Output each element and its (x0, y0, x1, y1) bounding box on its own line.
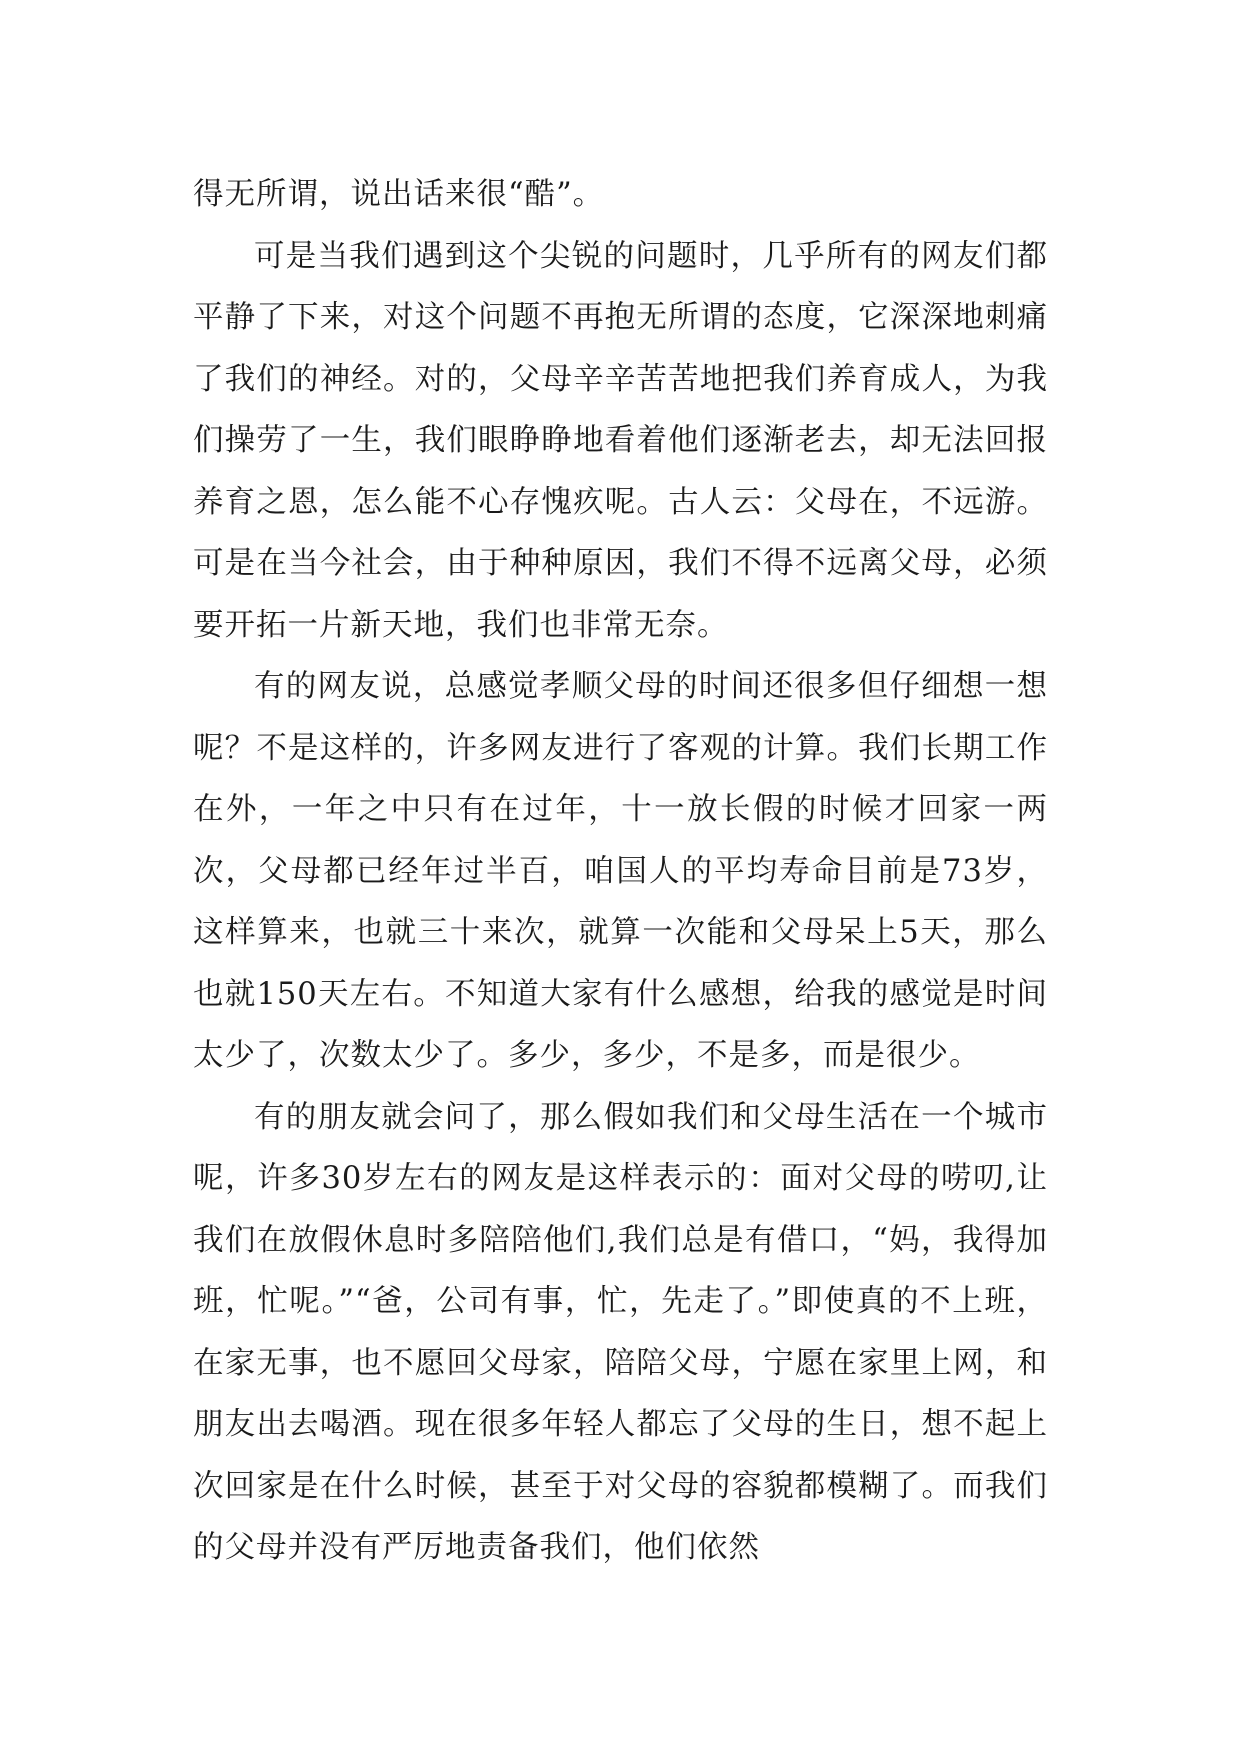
paragraph-3: 有的网友说，总感觉孝顺父母的时间还很多但仔细想一想呢？不是这样的，许多网友进行了客观的计算。我们长期工作在外，一年之中只有在过年，十一放长假的时候才回家一两次，父母都已经年过半百，咱国人的平均寿命目前是73岁，这样算来，也就三十来次，就算一次能和父母呆上5天，那么也就150天左右。不知道大家有什么感想，给我的感觉是时间太少了，次数太少了。多少，多少，不是多，而是很少。 (193, 669, 1048, 1073)
paragraph-4: 有的朋友就会问了，那么假如我们和父母生活在一个城市呢，许多30岁左右的网友是这样表示的：面对父母的唠叨,让我们在放假休息时多陪陪他们,我们总是有借口，“妈，我得加班，忙呢。”“爸，公司有事，忙，先走了。”即使真的不上班，在家无事，也不愿回父母家，陪陪父母，宁愿在家里上网，和朋友出去喝酒。现在很多年轻人都忘了父母的生日，想不起上次回家是在什么时候，甚至于对父母的容貌都模糊了。而我们的父母并没有严厉地责备我们，他们依然 (193, 1099, 1048, 1565)
body-text (193, 164, 1048, 1579)
paragraph-1: 得无所谓，说出话来很“酷”。 (193, 177, 605, 212)
paragraph-2: 可是当我们遇到这个尖锐的问题时，几乎所有的网友们都平静了下来，对这个问题不再抱无所谓的态度，它深深地刺痛了我们的神经。对的，父母辛辛苦苦地把我们养育成人，为我们操劳了一生，我们眼睁睁地看着他们逐渐老去，却无法回报养育之恩，怎么能不心存愧疚呢。古人云：父母在，不远游。可是在当今社会，由于种种原因，我们不得不远离父母，必须要开拓一片新天地，我们也非常无奈。 (193, 238, 1048, 643)
